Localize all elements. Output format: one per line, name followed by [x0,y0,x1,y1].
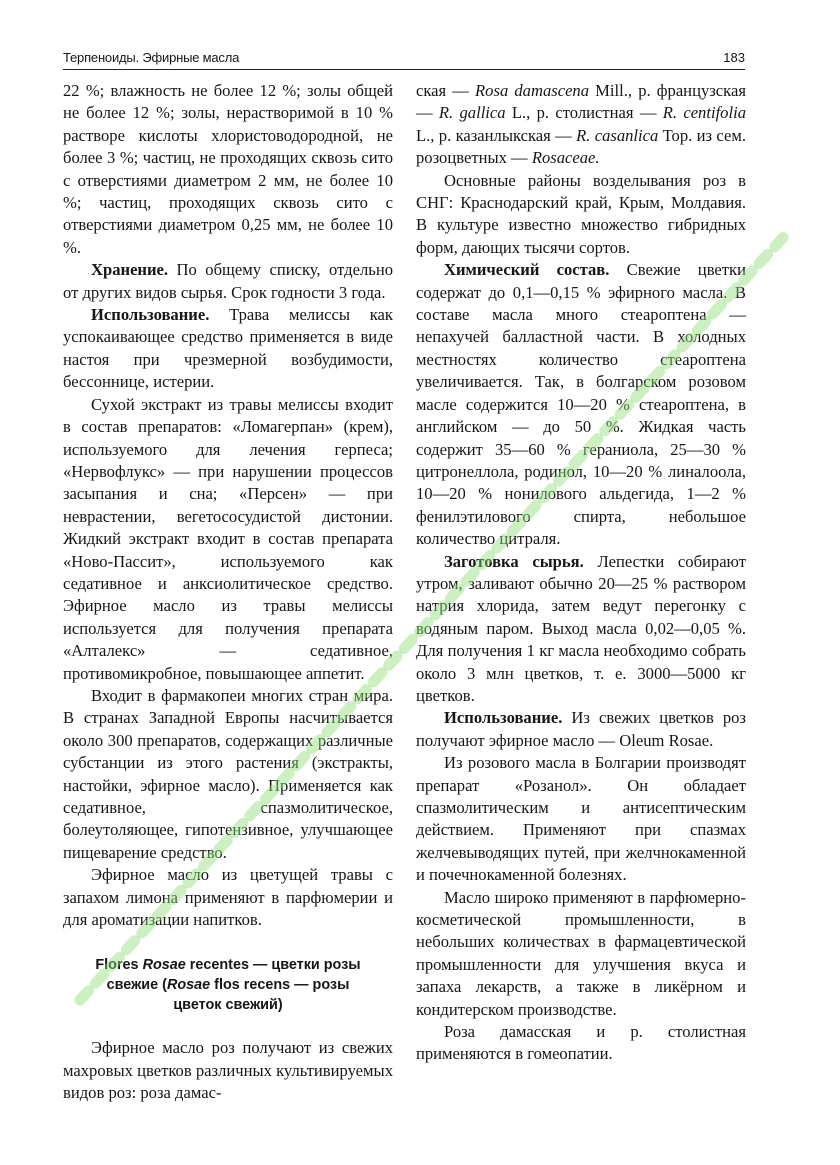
rose-species-paragraph: ская — Rosa damascena Mill., р. французская — R. gallica L., р. столистная — R. centifolia L., р. казанлыкская — R. casanlica Тор. из сем. розоцветных — Rosaceae. [416,81,747,168]
watermark-dash [759,254,767,263]
harvest-paragraph [416,551,746,708]
storage-text: По общему списку, отдельно от других видов сырья. Срок годности 3 года. [63,260,393,302]
usage-label: Использование. [91,305,210,325]
pharmacopoeia-paragraph: Входит в фармакопеи многих стран мира. В странах Западной Европы насчитывается около 300 препаратов, содержащих различные субстанции из этого растения (экстракты, настойки, эфирное масло). Применяется как седативное, спазмолитическое, болеутоляющее, гипотензивное, улучшающее пищеварение средство. [63,685,393,862]
chemical-composition-label: Химический состав. [444,260,610,280]
harvest-text: Лепестки собирают утром, заливают обычно 20—25 % раствором натрия хлорида, затем ведут перегонку с водяным паром. Выход масла 0,02—0,05 %. Для получения 1 кг масла необходимо собрать около 3 млн цветков, т. е. 3000—5000 кг цветков. [416,551,746,705]
rose-usage-text: Из свежих цветков роз получают эфирное масло — Oleum Rosae. [416,708,746,750]
chemical-composition-paragraph [416,259,746,550]
chemical-composition-text: Свежие цветки содержат до 0,1—0,15 % эфирного масла. В составе масла много стеароптена — непахучей балластной части. В холодных местностях количество стеароптена увеличивается. Так, в болгарском розовом масле содержится 10—20 % стеароптена, в английском — до 50 %. Жидкая часть содержит 35—60 % гераниола, 25—30 % цитронеллола, родинол, 10—20 % линалоола, 10—20 % нонилового альдегида, 1—2 % фенилэтилового спирта, небольшое количество цитраля. [416,260,746,549]
dry-extract-paragraph: Сухой экстракт из травы мелиссы входит в состав препаратов: «Ломагерпан» (крем), используемого для лечения герпеса; «Нервофлукс» — при нарушении процессов засыпания и сна; «Персен» — при неврастении, вегетососудистой дистонии. Жидкий экстракт входит в состав препарата «Ново-Пассит», используемого как седативное и анксиолитическое средство. Эфирное масло из травы мелиссы используется для получения препарата «Алталекс» — седативное, противомикробное, повышающее аппетит. [63,394,393,683]
rose-usage-paragraph [416,707,746,752]
usage-paragraph [63,304,393,394]
rozanol-paragraph: Из розового масла в Болгарии производят препарат «Розанол». Он обладает спазмолитическим и антисептическим действием. Применяют при спазмах желчевыводящих путей, при желчнокаменной и почечнокаменной болезнях. [416,753,746,885]
running-header [63,46,745,70]
right-column [416,80,746,1066]
perfume-paragraph: Эфирное масло из цветущей травы с запахом лимона применяют в парфюмерии и для ароматизации напитков. [63,865,393,930]
storage-label: Хранение. [91,260,169,280]
homeopathy-paragraph: Роза дамасская и р. столистная применяются в гомеопатии. [416,1022,746,1064]
usage-text: Трава мелиссы как успокаивающее средство применяется в виде настоя при чрезмерной возбудимости, бессоннице, истерии. [63,305,393,392]
perfumery-industry-paragraph: Масло широко применяют в парфюмерно-косметической промышленности, в небольших количествах в фармацевтической промышленности для улучшения вкуса и запаха лекарств, а также в ликёрном и кондитерском производстве. [416,887,746,1019]
section-title: Терпеноиды. Эфирные масла [63,50,240,65]
watermark-dash [404,639,412,648]
rose-usage-label: Использование. [444,708,563,728]
left-column [63,80,393,1105]
harvest-label: Заготовка сырья. [444,551,584,571]
regions-paragraph: Основные районы возделывания роз в СНГ: Краснодарский край, Крым, Молдавия. В культуре известно множество гибридных форм, дающих тысячи сортов. [416,170,746,257]
quality-requirements-paragraph: 22 %; влажность не более 12 %; золы общей не более 12 %; золы, нерастворимой в 10 % растворе кислоты хлористоводородной, не более 3 %; частиц, не проходящих сквозь сито с отверстиями диаметром 2 мм, не более 10 %; частиц, проходящих сквозь сито с отверстиями диаметром 0,25 мм, не более 10 %. [63,81,393,257]
watermark-dash [775,238,783,247]
storage-paragraph [63,259,393,304]
rose-intro-paragraph: Эфирное масло роз получают из свежих махровых цветков различных культивируемых видов роз: роза дамас- [63,1038,393,1103]
header-rule [63,69,745,70]
page-number: 183 [723,50,745,65]
rose-section-heading: Flores Rosae recentes — цветки розы свежие (Rosae flos recens — розы цветок свежий) [95,957,361,1014]
